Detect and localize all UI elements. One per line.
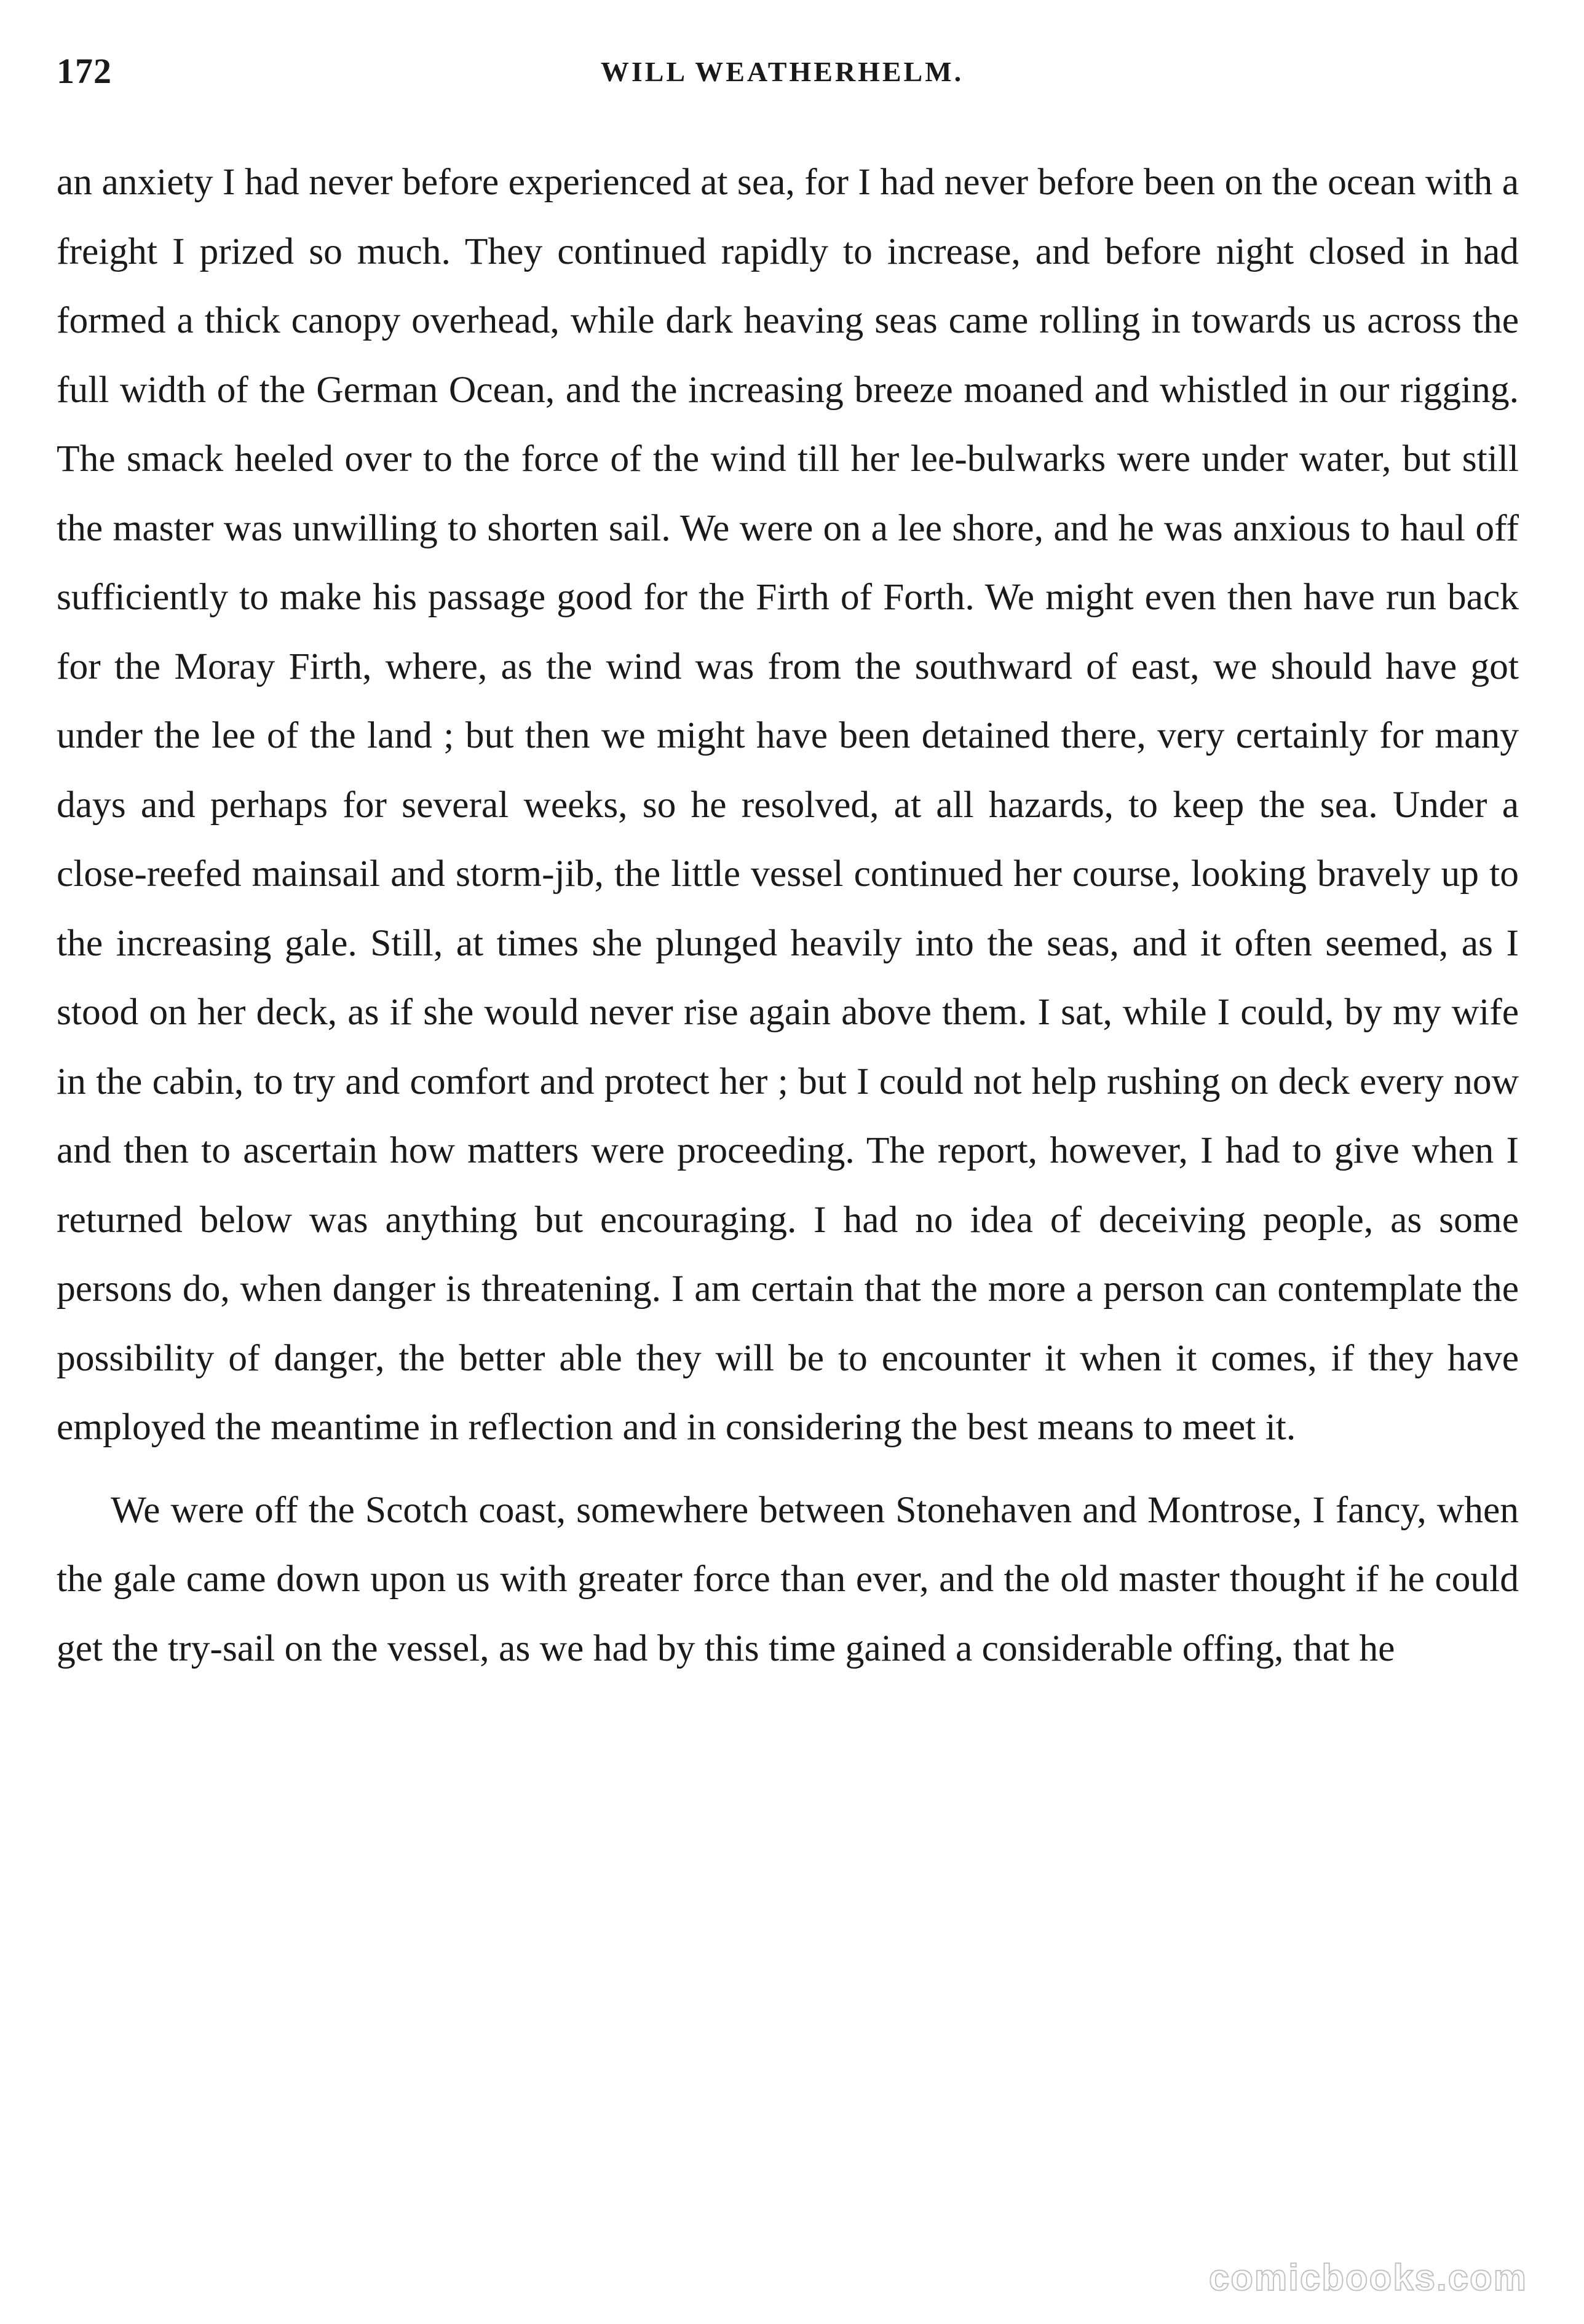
running-title: WILL WEATHERHELM.: [600, 56, 964, 87]
running-head: [57, 50, 1508, 106]
paragraph-2: We were off the Scotch coast, somewhere between Stonehaven and Montrose, I fancy, when the gale came down upon us with greater force than ever, and the old master thought if he could get the try-sail on the vessel, as we had by this time gained a considerable offing, that he: [57, 1488, 1519, 1669]
page-number: 172: [57, 51, 112, 91]
paragraph-1: an anxiety I had never before experienced at sea, for I had never before been on the ocean with a freight I prized so much. They continued rapidly to increase, and before night closed in had formed a thick canopy overhead, while dark heaving seas came rolling in towards us across the full width of the German Ocean, and the increasing breeze moaned and whistled in our rigging. The smack heeled over to the force of the wind till her lee-bulwarks were under water, but still the master was unwilling to shorten sail. We were on a lee shore, and he was anxious to haul off sufficiently to make his passage good for the Firth of Forth. We might even then have run back for the Moray Firth, where, as the wind was from the southward of east, we should have got under the lee of the land ; but then we might have been detained there, very certainly for many days and perhaps for several weeks, so he resolved, at all hazards, to keep the sea. Under a close-reefed mainsail and storm-jib, the little vessel continued her course, looking bravely up to the increasing gale. Still, at times she plunged heavily into the seas, and it often seemed, as I stood on her deck, as if she would never rise again above them. I sat, while I could, by my wife in the cabin, to try and comfort and protect her ; but I could not help rushing on deck every now and then to ascertain how matters were proceeding. The report, however, I had to give when I returned below was anything but encouraging. I had no idea of deceiving people, as some persons do, when danger is threatening. I am certain that the more a person can contemplate the possibility of danger, the better able they will be to encounter it when it comes, if they have employed the meantime in reflection and in considering the best means to meet it.: [57, 161, 1519, 1448]
body-text: [57, 148, 1519, 1683]
watermark: comicbooks.com: [1208, 2257, 1527, 2298]
